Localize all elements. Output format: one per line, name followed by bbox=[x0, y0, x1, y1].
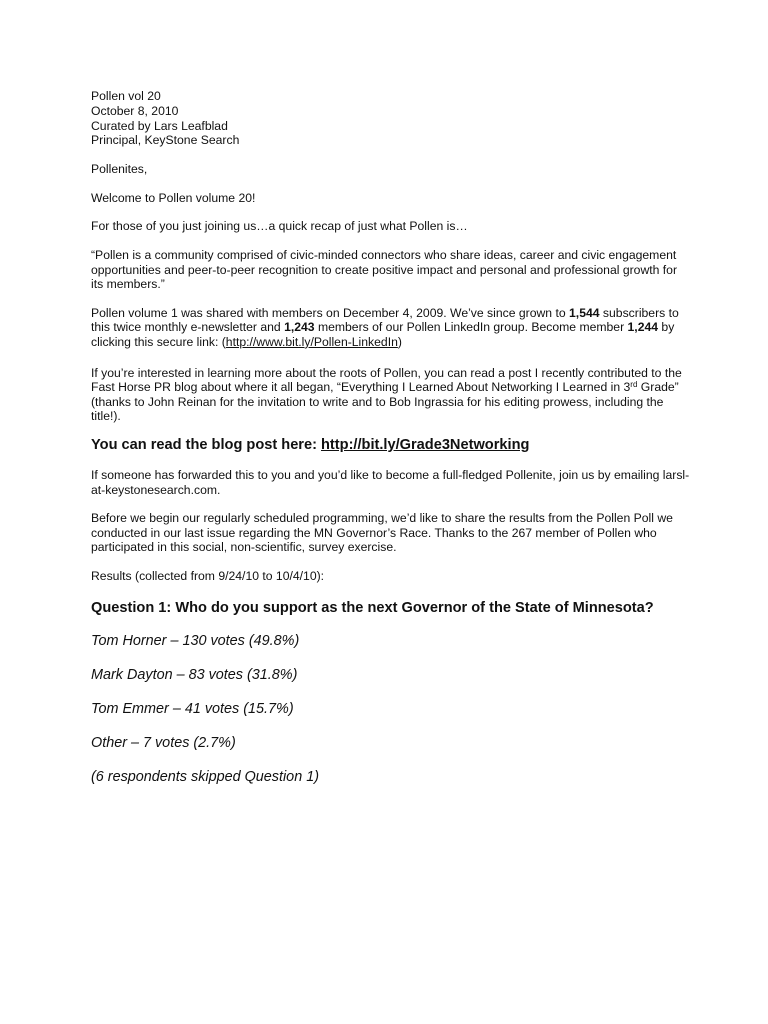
members-text-2: subscribers to this twice monthly e-newsletter and bbox=[91, 305, 679, 335]
ordinal-superscript: rd bbox=[630, 380, 638, 390]
linkedin-member-count: 1,243 bbox=[284, 320, 315, 335]
poll-answer: Tom Emmer – 41 votes (15.7%) bbox=[91, 701, 294, 718]
recap-intro: For those of you just joining us…a quick recap of just what Pollen is… bbox=[91, 219, 468, 234]
newsletter-header bbox=[91, 89, 691, 148]
members-paragraph bbox=[91, 306, 691, 350]
results-label: Results (collected from 9/24/10 to 10/4/10): bbox=[91, 568, 325, 583]
issue-title: Pollen vol 20 bbox=[91, 89, 161, 103]
poll-intro-paragraph: Before we begin our regularly scheduled programming, we’d like to share the results from the Pollen Poll we conducted in our last issue regarding the MN Governor’s Race. Thanks to the 267 member of Pollen who participated in this social, non-scientific, survey exercise. bbox=[91, 511, 673, 555]
forwarded-paragraph: If someone has forwarded this to you and you’d like to become a full-fledged Pollenite, join us by emailing larsl-at-keystonesearch.com. bbox=[91, 467, 690, 497]
linkedin-group-link[interactable]: http://www.bit.ly/Pollen-LinkedIn bbox=[225, 334, 398, 349]
blog-post-callout bbox=[91, 436, 691, 454]
members-text-4: by clicking this secure link: ( bbox=[91, 320, 675, 349]
issue-date: October 8, 2010 bbox=[91, 103, 179, 118]
roots-paragraph bbox=[91, 366, 691, 424]
members-text-3: members of our Pollen LinkedIn group. Become member bbox=[314, 320, 628, 335]
welcome-line: Welcome to Pollen volume 20! bbox=[91, 190, 256, 205]
blog-post-label: You can read the blog post here: bbox=[91, 436, 322, 453]
members-text-5: ) bbox=[397, 334, 402, 349]
newsletter-body bbox=[91, 89, 691, 786]
next-member-number: 1,244 bbox=[627, 320, 659, 335]
greeting: Pollenites, bbox=[91, 162, 148, 177]
roots-text-2: Grade” (thanks to John Reinan for the invitation to write and to Bob Ingrassia for his editing prowess, including the title!). bbox=[91, 380, 679, 424]
subscriber-count: 1,544 bbox=[569, 305, 600, 320]
curator-line: Curated by Lars Leafblad bbox=[91, 118, 228, 133]
poll-answer: Tom Horner – 130 votes (49.8%) bbox=[91, 633, 300, 650]
question-1-heading: Question 1: Who do you support as the next Governor of the State of Minnesota? bbox=[91, 600, 654, 617]
mission-quote: “Pollen is a community comprised of civic-minded connectors who share ideas, career and civic engagement opportunities and peer-to-peer recognition to create positive impact and personal and professional growth for its members.” bbox=[91, 247, 678, 292]
blog-post-link[interactable]: http://bit.ly/Grade3Networking bbox=[321, 436, 530, 453]
curator-title: Principal, KeyStone Search bbox=[91, 133, 240, 148]
members-text-1: Pollen volume 1 was shared with members on December 4, 2009. We’ve since grown to bbox=[91, 305, 570, 320]
poll-answer: Other – 7 votes (2.7%) bbox=[91, 735, 236, 752]
poll-answer: Mark Dayton – 83 votes (31.8%) bbox=[91, 667, 298, 684]
poll-skipped-note: (6 respondents skipped Question 1) bbox=[91, 769, 319, 786]
roots-text-1: If you’re interested in learning more about the roots of Pollen, you can read a post I recently contributed to the Fast Horse PR blog about where it all began, “Everything I Learned About Networking I Learned in 3 bbox=[91, 365, 682, 395]
